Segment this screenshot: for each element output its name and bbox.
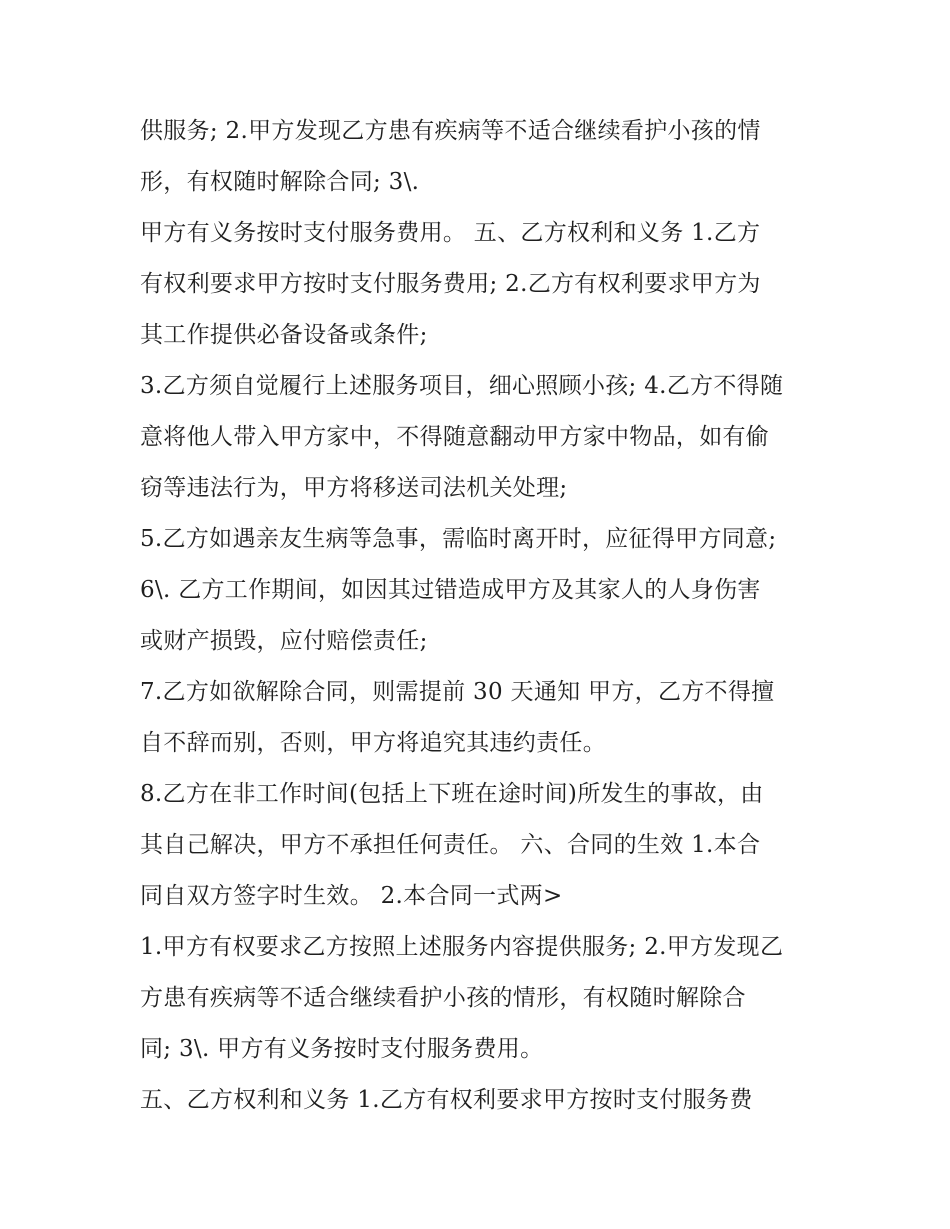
text-line: 五、乙方权利和义务 1.乙方有权利要求甲方按时支付服务费 (140, 1087, 753, 1113)
text-line: 5.乙方如遇亲友生病等急事，需临时离开时，应征得甲方同意; (140, 526, 777, 552)
text-line: 其自己解决，甲方不承担任何责任。 六、合同的生效 1.本合 (140, 832, 761, 858)
text-line: 其工作提供必备设备或条件; (140, 322, 428, 348)
document-body (140, 106, 840, 1126)
text-line: 窃等违法行为，甲方将移送司法机关处理; (140, 475, 568, 501)
text-line: 7.乙方如欲解除合同，则需提前 30 天通知 甲方，乙方不得擅 (140, 679, 775, 705)
text-line: 同; 3\. 甲方有义务按时支付服务费用。 (140, 1036, 544, 1062)
text-line: 6\. 乙方工作期间，如因其过错造成甲方及其家人的人身伤害 (140, 577, 761, 603)
text-line: 甲方有义务按时支付服务费用。 五、乙方权利和义务 1.乙方 (140, 220, 761, 246)
text-line: 方患有疾病等不适合继续看护小孩的情形，有权随时解除合 (140, 985, 746, 1011)
text-line: 1.甲方有权要求乙方按照上述服务内容提供服务; 2.甲方发现乙 (140, 934, 784, 960)
text-line: 同自双方签字时生效。 2.本合同一式两> (140, 883, 563, 909)
text-line: 意将他人带入甲方家中，不得随意翻动甲方家中物品，如有偷 (140, 424, 770, 450)
text-line: 3.乙方须自觉履行上述服务项目，细心照顾小孩; 4.乙方不得随 (140, 373, 784, 399)
text-line: 或财产损毁，应付赔偿责任; (140, 628, 428, 654)
text-line: 8.乙方在非工作时间(包括上下班在途时间)所发生的事故，由 (140, 781, 764, 807)
text-line: 形，有权随时解除合同; 3\. (140, 169, 420, 195)
text-line: 自不辞而别，否则，甲方将追究其违约责任。 (140, 730, 606, 756)
text-line: 有权利要求甲方按时支付服务费用; 2.乙方有权利要求甲方为 (140, 271, 761, 297)
text-line: 供服务; 2.甲方发现乙方患有疾病等不适合继续看护小孩的情 (140, 118, 761, 144)
